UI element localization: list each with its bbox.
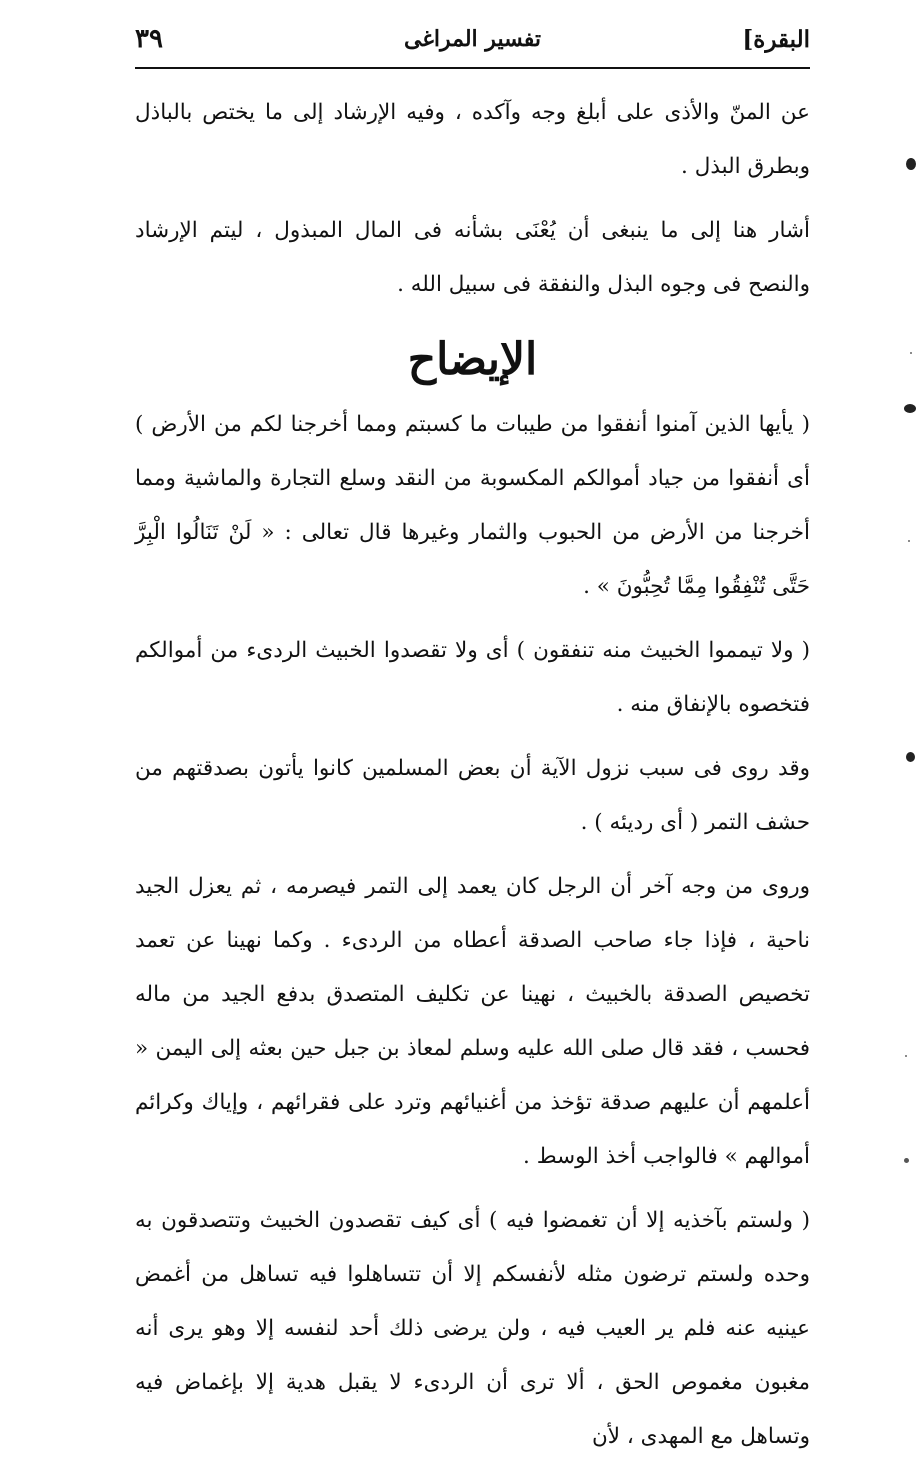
scan-speck: [906, 158, 916, 170]
paragraph: ( ولا تيمموا الخبيث منه تنفقون ) أى ولا تقصدوا الخبيث الردىء من أموالكم فتخصوه بالإنفاق منه .: [135, 638, 810, 717]
paragraph: أشار هنا إلى ما ينبغى أن يُعْنَى بشأنه فى المال المبذول ، ليتم الإرشاد والنصح فى وجوه البذل والنفقة فى سبيل الله .: [135, 218, 810, 297]
scan-dot: [905, 1055, 907, 1057]
page-header: [135, 24, 810, 64]
book-title: تفسير المراغى: [404, 26, 541, 52]
page-body: [135, 86, 810, 1474]
paragraph: عن المنّ والأذى على أبلغ وجه وآكده ، وفيه الإرشاد إلى ما يختص بالباذل وبطرق البذل .: [135, 100, 810, 179]
scan-speck: [904, 404, 916, 413]
paragraph: ( ولستم بآخذيه إلا أن تغمضوا فيه ) أى كيف تقصدون الخبيث وتتصدقون به وحده ولستم ترضون مثله لأنفسكم إلا أن تتساهلوا فيه تساهل من أغمض عينيه عنه فلم ير العيب فيه ، ولن يرضى ذلك أحد لنفسه إلا وهو يرى أنه مغبون مغموص الحق ، ألا ترى أن الردىء لا يقبل هدية إلا بإغماض فيه وتساهل مع المهدى ، لأن: [135, 1208, 810, 1449]
header-divider: [135, 67, 810, 69]
page-number: ٣٩: [135, 24, 163, 54]
section-heading: الإيضاح: [407, 334, 538, 385]
scan-dot: [910, 352, 912, 354]
scan-dot: [908, 540, 910, 542]
surah-name: البقرة]: [742, 26, 810, 53]
paragraph: وقد روى فى سبب نزول الآية أن بعض المسلمين كانوا يأتون بصدقتهم من حشف التمر ( أى رديئه ) .: [135, 756, 810, 835]
scan-speck: [906, 752, 915, 762]
paragraph: وروى من وجه آخر أن الرجل كان يعمد إلى التمر فيصرمه ، ثم يعزل الجيد ناحية ، فإذا جاء صاحب الصدقة أعطاه من الردىء . وكما نهينا عن تعمد تخصيص الصدقة بالخبيث ، نهينا عن تكليف المتصدق بدفع الجيد من ماله فحسب ، فقد قال صلى الله عليه وسلم لمعاذ بن جبل حين بعثه إلى اليمن « أعلمهم أن عليهم صدقة تؤخذ من أغنيائهم وترد على فقرائهم ، وإياك وكرائم أموالهم » فالواجب أخذ الوسط .: [135, 874, 810, 1169]
scan-speck: [904, 1158, 909, 1163]
paragraph: ( يأيها الذين آمنوا أنفقوا من طيبات ما كسبتم ومما أخرجنا لكم من الأرض ) أى أنفقوا من جياد أموالكم المكسوبة من النقد وسلع التجارة والماشية ومما أخرجنا من الأرض من الحبوب والثمار وغيرها قال تعالى : « لَنْ تَنَالُوا الْبِرَّ حَتَّى تُنْفِقُوا مِمَّا تُحِبُّونَ » .: [135, 412, 810, 599]
